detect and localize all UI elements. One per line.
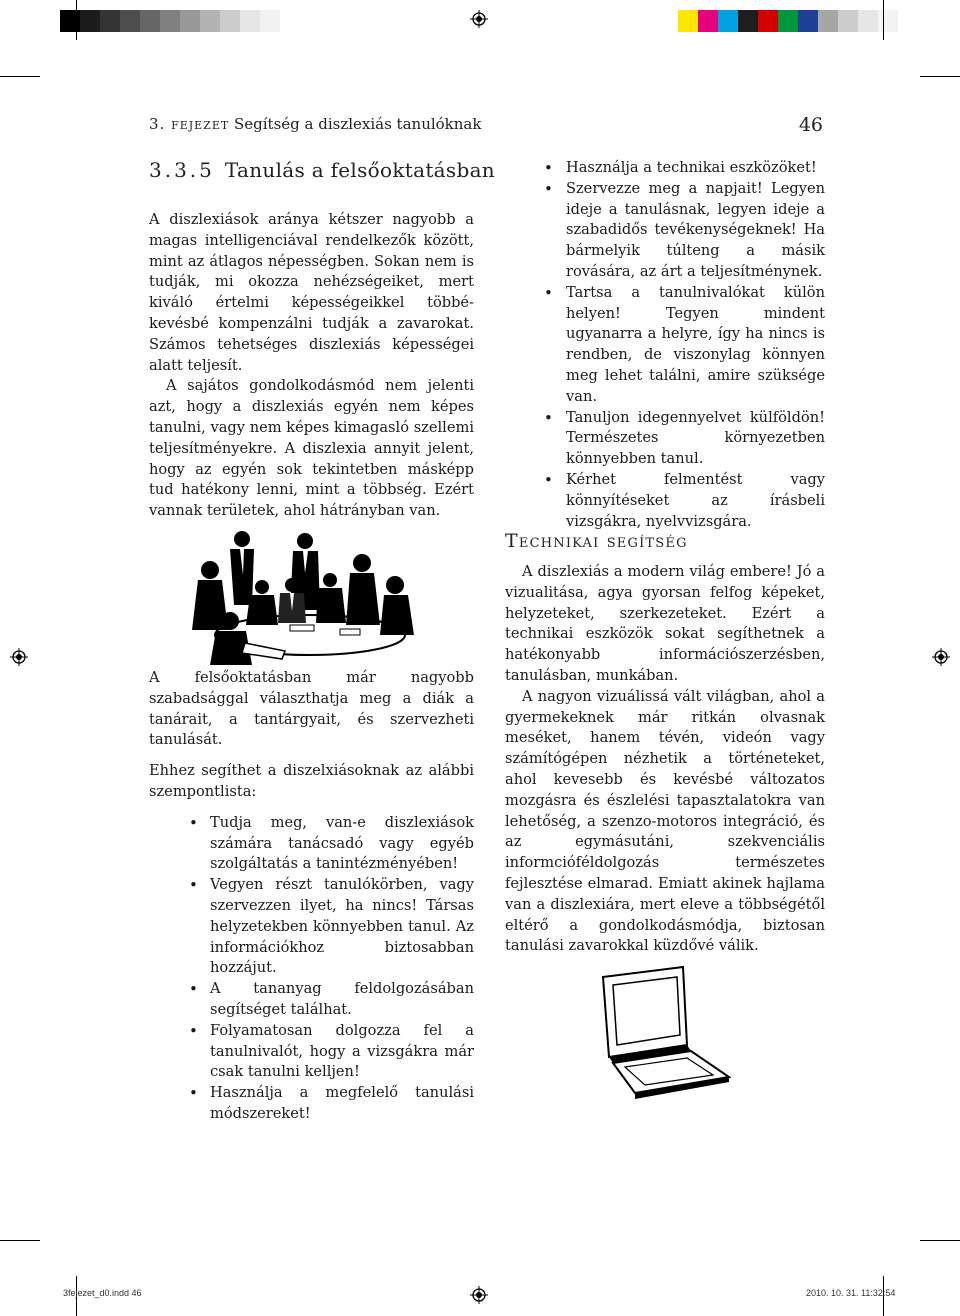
registration-mark-icon	[10, 648, 28, 666]
color-swatch	[738, 10, 758, 32]
list-item: • Kérhet felmentést vagy könnyítéseket az írásbeli vizsgákra, nyelvvizsgára.	[541, 470, 825, 532]
page-number: 46	[798, 114, 823, 136]
paragraph: A sajátos gondolkodásmód nem jelenti azt, hogy a diszlexiás egyén nem képes tanulni, vagy nem képes kimagasló szellemi teljesítményekre. A diszlexia annyit jelent, hogy az egyén sok tekintetben másképp tud hatékony lenni, mint a többség. Ezért vannak területek, ahol hátrányban van.	[149, 377, 474, 520]
file-slug: 3fejezet_d0.indd 46	[63, 1288, 142, 1298]
color-swatch	[260, 10, 280, 32]
color-swatch	[678, 10, 698, 32]
color-swatch	[200, 10, 220, 32]
laptop-illustration	[595, 965, 735, 1100]
color-swatch	[60, 10, 80, 32]
color-swatch	[100, 10, 120, 32]
color-swatch	[120, 10, 140, 32]
list-item: • Használja a megfelelő tanulási módszereket!	[149, 1083, 474, 1125]
crop-mark	[0, 76, 40, 77]
paragraph: A diszlexiások aránya kétszer nagyobb a magas intelligenciával rendelkezők között, mint az átlagos népességben. Sokan nem is tudják, mi okozza nehézségeiket, mert kiváló értelmi képességeikkel többé-kevésbé kompenzálni tudják a zavarokat. Számos tehetséges diszlexiás képességei alatt teljesít.	[149, 211, 474, 374]
color-swatch	[698, 10, 718, 32]
section-heading	[149, 158, 495, 182]
registration-mark-icon	[470, 1286, 488, 1304]
list-item: • A tananyag feldolgozásában segítséget találhat.	[149, 979, 474, 1021]
color-swatch	[718, 10, 738, 32]
subheading: Technikai segítség	[505, 530, 688, 552]
paragraph: Ehhez segíthet a diszelxiásoknak az alábbi szempontlista:	[149, 762, 474, 800]
color-swatch	[758, 10, 778, 32]
list-item: • Használja a technikai eszközöket!	[541, 158, 825, 179]
color-swatch	[818, 10, 838, 32]
paragraph: A felsőoktatásban már nagyobb szabadsággal választhatja meg a diák a tanárait, a tantárgyait, és szervezheti tanulását.	[149, 669, 474, 749]
grayscale-bar	[60, 10, 280, 32]
color-swatch	[240, 10, 260, 32]
list-item: • Szervezze meg a napjait! Legyen ideje a tanulásnak, legyen ideje a szabadidős tevékenységeknek! Ha bármelyik túlteng a másik rovására, az árt a teljesítménynek.	[541, 179, 825, 283]
crop-mark	[883, 0, 884, 40]
color-swatch	[180, 10, 200, 32]
right-column-bottom	[505, 562, 825, 957]
timestamp-slug: 2010. 10. 31. 11:32:54	[806, 1288, 896, 1298]
crop-mark	[920, 76, 960, 77]
color-swatch	[778, 10, 798, 32]
registration-mark-icon	[470, 10, 488, 28]
color-swatch	[858, 10, 878, 32]
color-swatch	[80, 10, 100, 32]
left-column-bottom	[149, 668, 474, 1125]
color-swatch	[140, 10, 160, 32]
color-swatch	[220, 10, 240, 32]
chapter-title: Segítség a diszlexiás tanulóknak	[233, 115, 482, 133]
color-swatch	[838, 10, 858, 32]
list-item: • Tudja meg, van-e diszlexiások számára tanácsadó vagy egyéb szolgáltatás a tanintézményében!	[149, 813, 474, 875]
list-item: • Folyamatosan dolgozza fel a tanulnivalót, hogy a vizsgákra már csak tanulni kelljen!	[149, 1021, 474, 1083]
running-header	[149, 115, 481, 133]
color-swatch	[160, 10, 180, 32]
crop-mark	[0, 1240, 40, 1241]
section-title: Tanulás a felsőoktatásban	[224, 158, 495, 182]
color-swatch	[878, 10, 898, 32]
left-column-top	[149, 210, 474, 522]
section-number: 3.3.5	[149, 158, 215, 182]
list-item: • Tanuljon idegennyelvet külföldön! Természetes környezetben könnyebben tanul.	[541, 408, 825, 470]
crop-mark	[920, 1240, 960, 1241]
paragraph: A diszlexiás a modern világ embere! Jó a vizualitása, agya gyorsan felfog képeket, helyzeteket, szerkezeteket. Ezért a technikai eszközök sokat segíthetnek a hatékonyabb információszerzésben, tanulásban, munkában.	[505, 563, 825, 684]
left-bullet-list	[149, 813, 474, 1125]
right-bullet-list	[541, 158, 825, 532]
right-column-top	[541, 158, 825, 532]
color-swatch	[798, 10, 818, 32]
crop-mark	[76, 0, 77, 40]
registration-mark-icon	[932, 648, 950, 666]
paragraph: A nagyon vizuálissá vált világban, ahol a gyermekeknek már ritkán olvasnak meséket, hanem tévén, videón vagy számítógépen nézhetik a történeteket, ahol kevesebb és kevésbé változatos mozgásra és észlelési tapasztalatokra van lehetőség, a szenzo-motoros integráció, és az egymásutáni, szekvenciális informcióféldolgozás természetes fejlesztése elmarad. Emiatt akinek hajlama van a diszlexiára, mert eleve a többségétől eltérő a gondolkodásmódja, biztosan tanulási zavarokkal küzdővé válik.	[505, 687, 825, 955]
color-bar	[678, 10, 898, 32]
list-item: • Vegyen részt tanulókörben, vagy szervezzen ilyet, ha nincs! Társas helyzetekben könnyebben tanul. Az információkhoz biztosabban hozzájut.	[149, 875, 474, 979]
meeting-illustration	[190, 525, 430, 670]
list-item: • Tartsa a tanulnivalókat külön helyen! Tegyen mindent ugyanarra a helyre, így ha nincs is rendben, de viszonylag könnyen meg lehet találni, amire szüksége van.	[541, 283, 825, 408]
chapter-label: 3. fejezet	[149, 115, 230, 133]
